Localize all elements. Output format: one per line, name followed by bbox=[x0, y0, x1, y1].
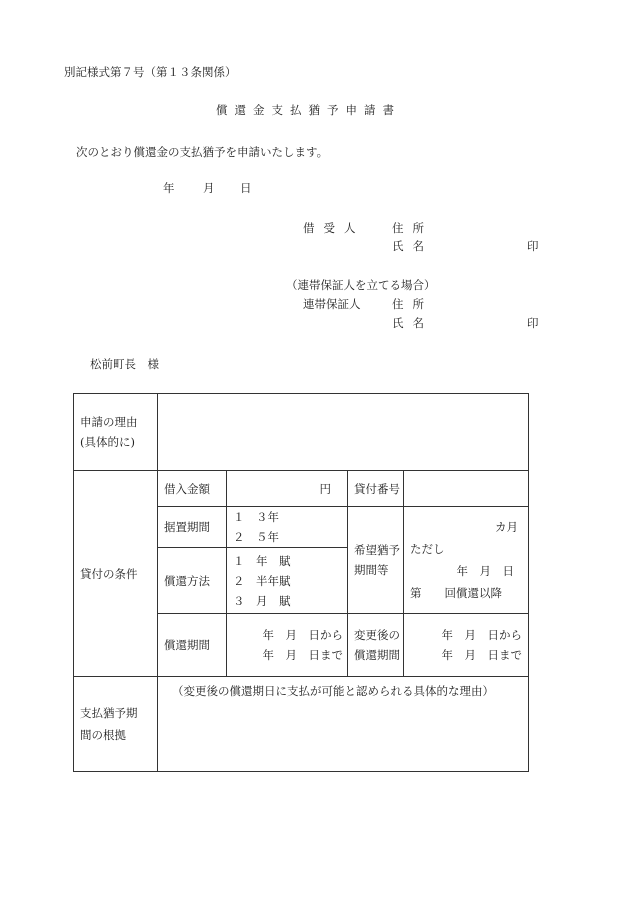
basis-input[interactable] bbox=[158, 677, 529, 772]
borrower-seal: 印 bbox=[527, 239, 539, 253]
borrower-address-label: 住所 bbox=[392, 221, 433, 235]
date-year: 年 bbox=[163, 181, 175, 195]
desired-months: カ月 bbox=[495, 520, 518, 534]
repayment-method-label: 償還方法 bbox=[158, 548, 227, 614]
deferment-options: １ ３年 ２ ５年 bbox=[227, 507, 348, 548]
guarantor-label: 連帯保証人 bbox=[303, 297, 361, 311]
desired-proviso: ただし bbox=[410, 542, 445, 556]
guarantor-seal: 印 bbox=[527, 316, 539, 330]
date-day: 日 bbox=[240, 181, 252, 195]
borrower-label: 借受人 bbox=[303, 221, 365, 235]
document-title: 償還金支払猶予申請書 bbox=[216, 103, 401, 117]
desired-date: 年 月 日 bbox=[456, 564, 514, 578]
changed-period-label: 変更後の 償還期間 bbox=[348, 614, 404, 677]
guarantor-address-label: 住所 bbox=[392, 297, 433, 311]
addressee: 松前町長 様 bbox=[90, 357, 159, 371]
loan-amount-label: 借入金額 bbox=[158, 471, 227, 507]
loan-number-label: 貸付番号 bbox=[348, 471, 404, 507]
guarantor-name-label: 氏名 bbox=[392, 316, 433, 330]
reason-input[interactable] bbox=[158, 394, 529, 471]
reason-label: 申請の理由 (具体的に) bbox=[74, 394, 158, 471]
loan-number-input[interactable] bbox=[404, 471, 529, 507]
basis-note: （変更後の償還期日に支払が可能と認められる具体的な理由） bbox=[172, 684, 494, 698]
loan-amount-unit: 円 bbox=[227, 471, 348, 507]
application-table bbox=[73, 393, 529, 772]
borrower-name-label: 氏名 bbox=[392, 239, 433, 253]
desired-installment: 第 回償還以降 bbox=[410, 586, 502, 600]
desired-cell[interactable] bbox=[404, 507, 529, 614]
repayment-method-options: １ 年 賦 ２ 半年賦 ３ 月 賦 bbox=[227, 548, 348, 614]
conditions-label: 貸付の条件 bbox=[74, 471, 158, 677]
changed-period-value[interactable]: 年 月 日から 年 月 日まで bbox=[404, 614, 529, 677]
form-number: 別記様式第７号（第１３条関係） bbox=[64, 65, 237, 79]
date-month: 月 bbox=[203, 181, 215, 195]
intro-text: 次のとおり償還金の支払猶予を申請いたします。 bbox=[76, 145, 329, 159]
repayment-period-value[interactable]: 年 月 日から 年 月 日まで bbox=[227, 614, 348, 677]
basis-label: 支払猶予期 間の根拠 bbox=[74, 677, 158, 772]
guarantor-note: （連帯保証人を立てる場合） bbox=[286, 278, 436, 292]
repayment-period-label: 償還期間 bbox=[158, 614, 227, 677]
desired-label: 希望猶予 期間等 bbox=[348, 507, 404, 614]
deferment-label: 据置期間 bbox=[158, 507, 227, 548]
